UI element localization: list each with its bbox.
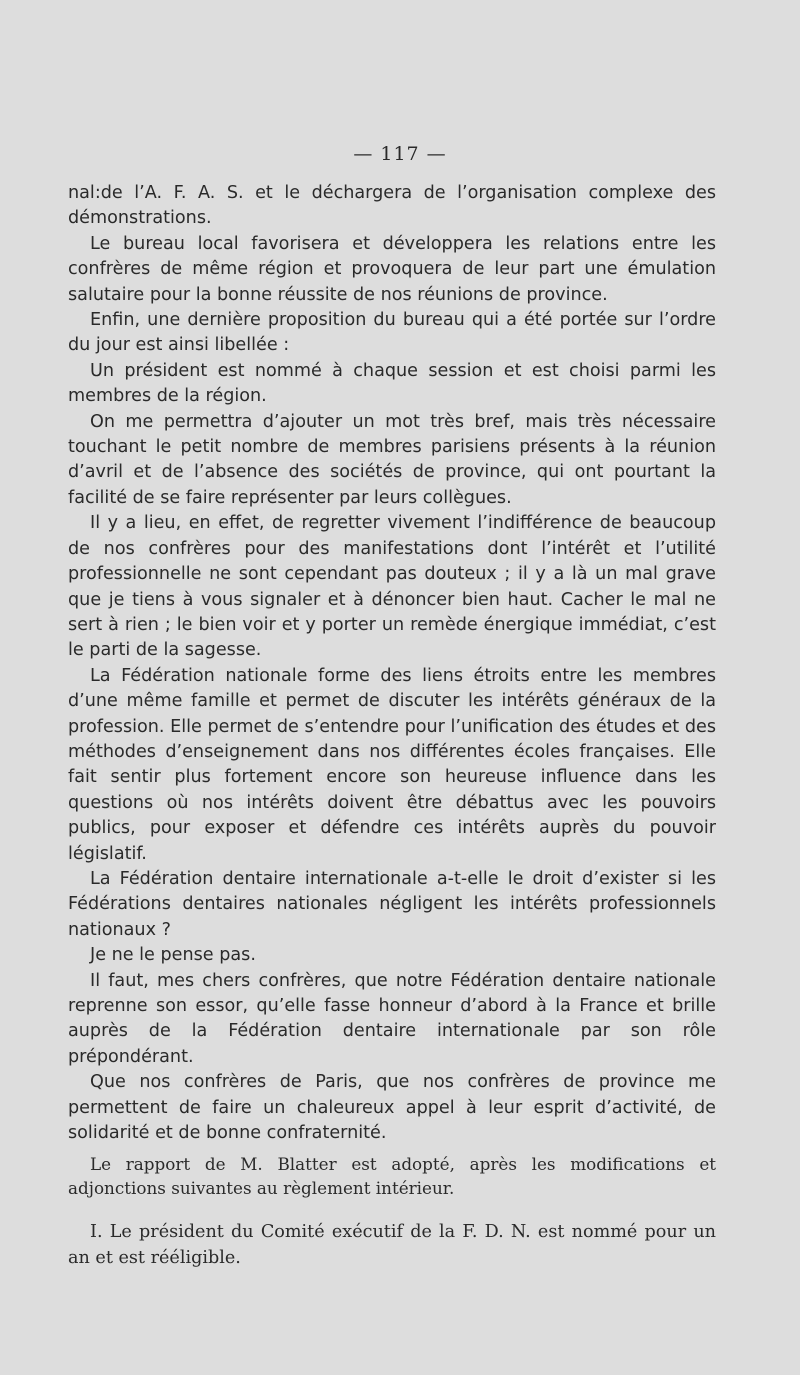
rule-1-text: I. Le président du Comité exécutif de la F. D. N. est nommé pour un an et est rééligible.	[68, 1222, 716, 1268]
page-number: — 117 —	[353, 143, 447, 165]
paragraph-8: La Fédération dentaire internationale a-t-elle le droit d’exister si les Fédérations dentaires nationales négligent les intérêts professionnels nationaux ?	[68, 868, 716, 940]
paragraph-3: Enfin, une dernière proposition du bureau qui a été portée sur l’ordre du jour est ainsi libellée :	[68, 310, 716, 356]
paragraph-9: Je ne le pense pas.	[90, 945, 256, 966]
paragraph-10: Il faut, mes chers confrères, que notre Fédération dentaire nationale reprenne son essor, qu’elle fasse honneur d’abord à la France et brille auprès de la Fédération dentaire internationale par son rôle prépondérant.	[68, 970, 716, 1067]
main-text	[68, 181, 716, 1146]
paragraph-11: Que nos confrères de Paris, que nos confrères de province me permettent de faire un chaleureux appel à leur esprit d’activité, de solidarité et de bonne confraternité.	[68, 1072, 716, 1144]
report-note-text: Le rapport de M. Blatter est adopté, après les modifications et adjonctions suivantes au règlement intérieur.	[68, 1154, 716, 1198]
paragraph-6: Il y a lieu, en effet, de regretter vivement l’indifférence de beaucoup de nos confrères pour des manifestations dont l’intérêt et l’utilité professionnelle ne sont cependant pas douteux ; il y a là un mal grave que je tiens à vous signaler et à dénoncer bien haut. Cacher le mal ne sert à rien ; le bien voir et y porter un remède énergique immédiat, c’est le parti de la sagesse.	[68, 513, 716, 661]
paragraph-2: Le bureau local favorisera et développera les relations entre les confrères de même région et provoquera de leur part une émulation salutaire pour la bonne réussite de nos réunions de province.	[68, 233, 716, 305]
paragraph-4: Un président est nommé à chaque session et est choisi parmi les membres de la région.	[68, 360, 716, 407]
report-note	[68, 1152, 716, 1200]
paragraph-5: On me permettra d’ajouter un mot très bref, mais très nécessaire touchant le petit nombre de membres parisiens présents à la réunion d’avril et de l’absence des sociétés de province, qui ont pourtant la facilité de se faire représenter par leurs collègues.	[68, 411, 716, 508]
paragraph-1: nal:de l’A. F. A. S. et le déchargera de l’organisation complexe des démonstrations.	[68, 183, 716, 229]
paragraph-7: La Fédération nationale forme des liens étroits entre les membres d’une même famille et permet de discuter les intérêts généraux de la profession. Elle permet de s’entendre pour l’unification des études et des méthodes d’enseignement dans nos différentes écoles françaises. Elle fait sentir plus fortement encore son heureuse influence dans les questions où nos intérêts doivent être débattus avec les pouvoirs publics, pour exposer et défendre ces intérêts auprès du pouvoir législatif.	[68, 665, 716, 864]
rule-1	[68, 1219, 716, 1271]
